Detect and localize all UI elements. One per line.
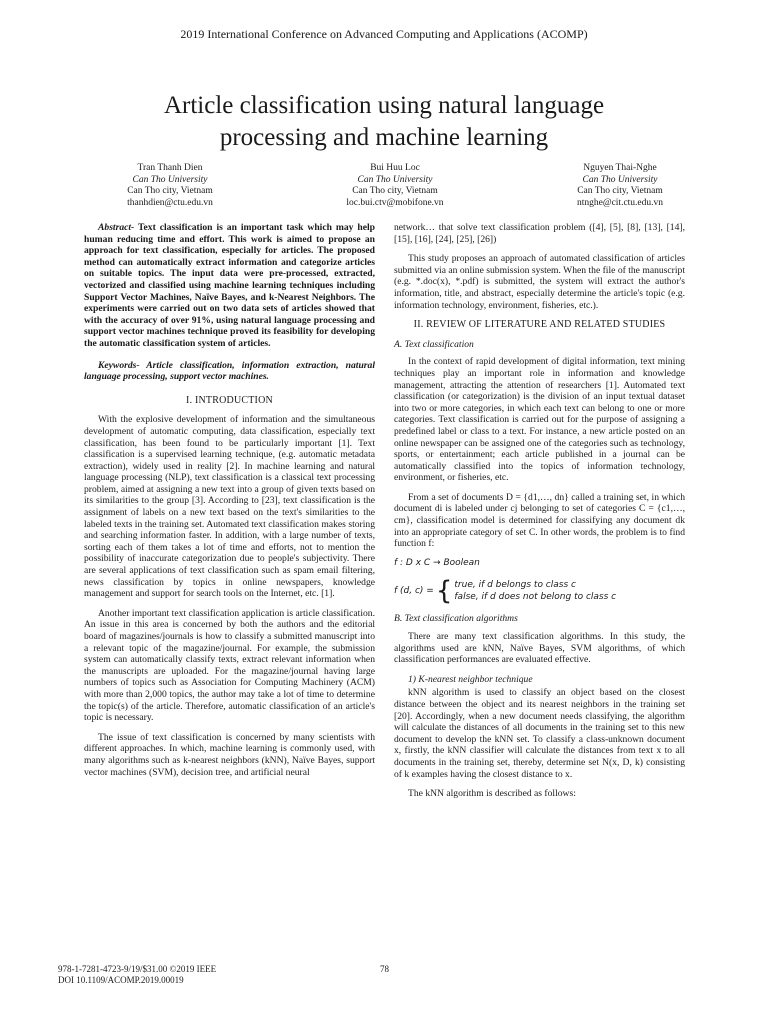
abstract-label: Abstract- [98, 222, 135, 233]
author-affiliation: Can Tho University [357, 174, 433, 185]
paper-title [60, 90, 708, 154]
abstract-text: Text classification is an important task which may help human reducing time and effort. This work is aimed to propose an approach for text classification, especially for articles. The proposed method can automatically extract information and categorize articles on suitable topics. The input data were pre-processed, extracted, vectorized and classified using machine learning techniques including Support Vector Machines, Naïve Bayes, and k-Nearest Neighbors. The experiments were carried out on two data sets of articles showed that with the accuracy of over 91%, using natural language processing and support vector machines technique proved its feasibility for developing the automatic classification system of articles. [84, 222, 375, 349]
subsection-heading: B. Text classification algorithms [394, 613, 518, 625]
author-2 [295, 163, 495, 209]
author-3 [520, 163, 720, 209]
author-1 [70, 163, 270, 209]
paragraph: The issue of text classification is concerned by many scientists with different approaches. In which, machine learning is commonly used, with many algorithms such as k-nearest neighbors (kNN), Naïve Bayes, support vector machines (SVM), decision tree, and artificial neural [84, 731, 375, 778]
page-number: 78 [380, 964, 389, 974]
paragraph: With the explosive development of information and the simultaneous development of automatic computing, data classification, especially text classification, has been found to be particularly important [1]. Text classification is a supervised learning technique, (e.g. automatic metadata extraction), widely used in reality [2]. In machine learning and natural language processing (NLP), text classification is a classical text processing problem, aimed at assigning a new text into a group of given texts based on its similarities to the group [3]. According to [23], text classification is the assignment of labels on a new text based on the text's similarities to the labeled texts in the training set. Automated text classification makes storing and searching information faster. In addition, with a large number of texts, sorting each of them takes a lot of time and efforts, not to mention the possibility of inaccurate categorization due to people's subjectivity. There are several applications of text classification such as spam email filtering, news classification by topics in online newspapers, knowledge management and support for search tools on the Internet, etc. [1]. [84, 414, 375, 600]
left-column [84, 222, 375, 786]
formula-case: true, if d belongs to class c [454, 580, 576, 591]
author-name: Bui Huu Loc [370, 163, 420, 173]
author-name: Nguyen Thai-Nghe [583, 163, 657, 173]
isbn-line: 978-1-7281-4723-9/19/$31.00 ©2019 IEEE [58, 964, 217, 974]
footer-copyright [58, 964, 216, 986]
abstract [84, 222, 375, 350]
brace-glyph: { [435, 576, 453, 607]
right-column [394, 222, 685, 808]
doi-line: DOI 10.1109/ACOMP.2019.00019 [58, 975, 184, 985]
subsubsection-heading: 1) K-nearest neighbor technique [408, 673, 533, 685]
paragraph: From a set of documents D = {d1,…, dn} called a training set, in which document di is labeled under cj belonging to set of categories C = {c1,…, cm}, classification model is determined for classifying any document dk into an appropriate category of set C. In other words, the problem is to find function f: [394, 491, 685, 550]
formula-cases [454, 579, 616, 603]
paragraph: kNN algorithm is used to classify an object based on the closest distance between the object and its nearest neighbors in the training set [20]. Accordingly, when a new document needs classifying, the algorithm will calculate the distances of all documents in the training set to this new document to develop the kNN set. To classify a class-unknown document x, firstly, the kNN classifier will calculate the distances from text x to all documents in the training set, thereby, determine set N(x, D, k) consisting of k examples having the closest distance to x. [394, 687, 685, 780]
author-location: Can Tho city, Vietnam [577, 186, 663, 196]
section-heading-introduction: I. INTRODUCTION [186, 394, 273, 406]
formula-case: false, if d does not belong to class c [454, 592, 617, 603]
author-affiliation: Can Tho University [582, 174, 658, 185]
title-line-1: Article classification using natural language [163, 92, 605, 119]
author-email: ntnghe@cit.ctu.edu.vn [576, 197, 664, 208]
author-email: thanhdien@ctu.edu.vn [127, 197, 213, 208]
keywords: Keywords- Article classification, information extraction, natural language processing, support vector machines. [84, 359, 375, 383]
author-affiliation: Can Tho University [132, 174, 208, 185]
author-block [70, 163, 720, 209]
author-location: Can Tho city, Vietnam [352, 186, 438, 196]
paragraph: The kNN algorithm is described as follows: [408, 788, 576, 800]
author-location: Can Tho city, Vietnam [127, 186, 213, 196]
paragraph: There are many text classification algorithms. In this study, the algorithms used are kNN, Naïve Bayes, SVM algorithms, of which classification performances are evaluated effective. [394, 631, 685, 666]
author-email: loc.bui.ctv@mobifone.vn [346, 197, 444, 208]
title-line-2: processing and machine learning [219, 124, 549, 151]
section-heading-review: II. REVIEW OF LITERATURE AND RELATED STUDIES [413, 319, 666, 331]
formula-function: f : D x C → Boolean [394, 557, 480, 568]
author-name: Tran Thanh Dien [137, 163, 203, 173]
conference-header: 2019 International Conference on Advanced Computing and Applications (ACOMP) [180, 27, 588, 41]
paragraph: This study proposes an approach of automated classification of articles submitted via an online submission system. When the file of the manuscript (e.g. *.doc(x), *.pdf) is submitted, the system will extract the author's information, title, and abstract, especially determine the article's topic (e.g. information technology, environment, fisheries, etc.). [394, 253, 685, 311]
subsection-heading: A. Text classification [394, 338, 474, 350]
formula-piecewise [394, 576, 685, 607]
paragraph: network… that solve text classification problem ([4], [5], [8], [13], [14], [15], [16], [24], [25], [26]) [394, 222, 685, 245]
paragraph: Another important text classification application is article classification. An issue in this area is concerned by both the authors and the editorial board of magazines/journals is how to classify a submitted manuscript into a relevant topic of the magazine/journal. For example, the submission system can automatically classify texts, extract relevant information when the manuscripts are uploaded. For the magazine/journal having large numbers of topics such as Association for Computing Machinery (ACM) with more than 2,000 topics, the author may take a lot of time to determine the topic(s) of the article. Therefore, automatic classification of an article's topic is necessary. [84, 607, 375, 724]
paragraph: In the context of rapid development of digital information, text mining techniques play an important role in information and knowledge management, attracting the attention of researchers [1]. Automated text classification (or categorization) is the division of an input textual dataset into two or more categories, in which each text can belong to one or more categories. Text classification is carried out for the purpose of assigning a predefined label or class to a text. For instance, a new article posted on an online newspaper can be assigned one of the categories such as technology, sports, or entertainment; each article published in a journal can be automatically classified into the topics of information technology, environment, or fisheries, etc. [394, 356, 685, 484]
formula-lhs: f (d, c) = [394, 585, 434, 596]
